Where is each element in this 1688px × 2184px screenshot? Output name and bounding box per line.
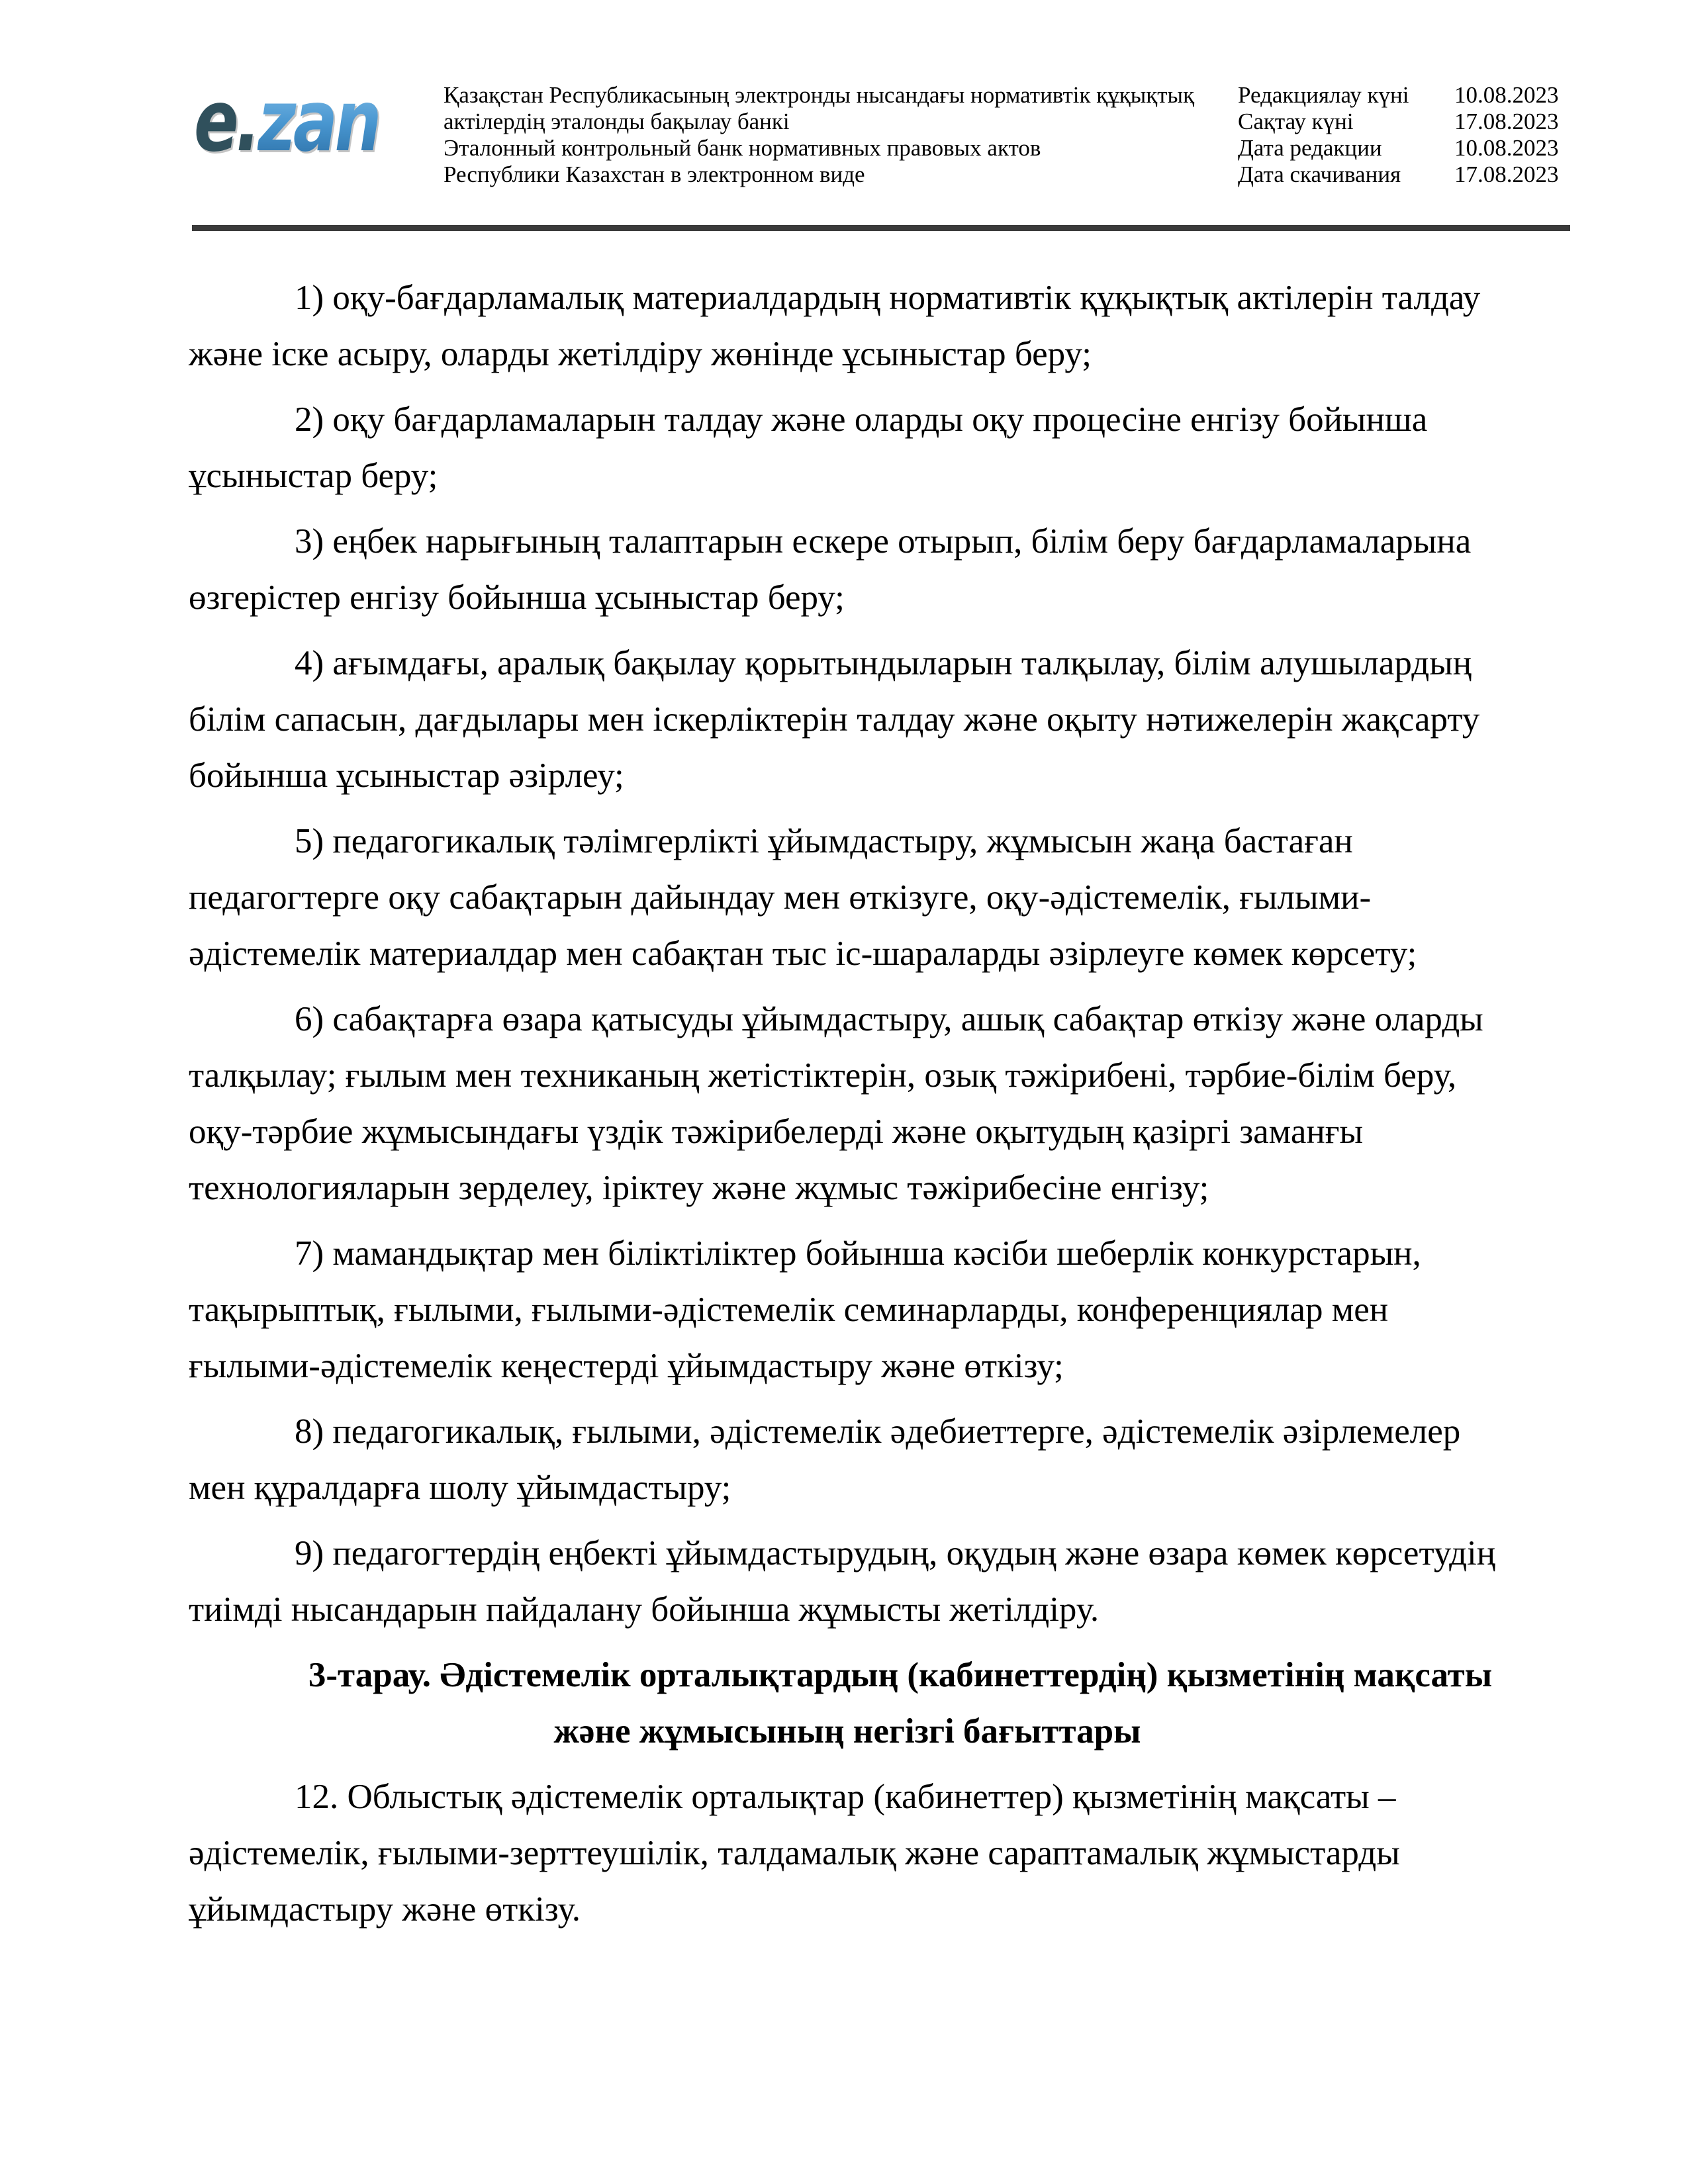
date-label: Дата редакции bbox=[1238, 135, 1382, 161]
dates-table bbox=[1238, 82, 1559, 188]
list-item-1: 1) оқу-бағдарламалық материалдардың нормативтік құқықтық актілерін талдау және іске асыру, оларды жетілдіру жөнінде ұсыныстар беру; bbox=[189, 279, 1481, 373]
chapter-heading: 3-тарау. Әдістемелік орталықтардың (кабинеттердің) қызметінің мақсаты және жұмысының негізгі бағыттары bbox=[308, 1656, 1493, 1751]
logo-text-primary: e. bbox=[194, 72, 258, 171]
list-item-2: 2) оқу бағдарламаларын талдау және оларды оқу процесіне енгізу бойынша ұсыныстар беру; bbox=[189, 400, 1428, 495]
date-value: 17.08.2023 bbox=[1454, 161, 1559, 187]
paragraph-12: 12. Облыстық әдістемелік орталықтар (кабинеттер) қызметінің мақсаты – әдістемелік, ғылыми-зерттеушілік, талдамалық және сараптамалық жұмыстарды ұйымдастыру және өткізу. bbox=[189, 1778, 1400, 1929]
list-item-6: 6) сабақтарға өзара қатысуды ұйымдастыру, ашық сабақтар өткізу және оларды талқылау; ғылым мен техниканың жетістіктерін, озық тәжірибені, тәрбие-білім беру, оқу-тәрбие жұмысындағы үздік тәжірибелерді және оқытудың қазіргі заманғы технологияларын зерделеу, іріктеу және жұмыс тәжірибесіне енгізу; bbox=[189, 1000, 1483, 1207]
bank-description-line: Республики Казахстан в электронном виде bbox=[444, 161, 865, 187]
date-value: 10.08.2023 bbox=[1454, 82, 1559, 108]
list-item-5: 5) педагогикалық тәлімгерлікті ұйымдастыру, жұмысын жаңа бастаған педагогтерге оқу сабақтарын дайындау мен өткізуге, оқу-әдістемелік, ғылыми-әдістемелік материалдар мен сабақтан тыс іс-шараларды әзірлеуге көмек көрсету; bbox=[189, 822, 1417, 973]
bank-description bbox=[444, 82, 1225, 188]
list-item-3: 3) еңбек нарығының талаптарын ескере отырып, білім беру бағдарламаларына өзгерістер енгізу бойынша ұсыныстар беру; bbox=[189, 522, 1472, 617]
bank-description-line: Эталонный контрольный банк нормативных правовых актов bbox=[444, 135, 1041, 161]
logo-text-secondary: zan bbox=[258, 72, 379, 171]
list-item-9: 9) педагогтердің еңбекті ұйымдастырудың, оқудың және өзара көмек көрсетудің тиімді нысандарын пайдалану бойынша жұмысты жетілдіру. bbox=[189, 1534, 1496, 1629]
bank-description-line: актілердің эталонды бақылау банкі bbox=[444, 109, 790, 134]
header-divider bbox=[192, 225, 1570, 231]
list-item-8: 8) педагогикалық, ғылыми, әдістемелік әдебиеттерге, әдістемелік әзірлемелер мен құралдарға шолу ұйымдастыру; bbox=[189, 1412, 1461, 1507]
document-body bbox=[189, 270, 1506, 1947]
date-label: Редакциялау күні bbox=[1238, 82, 1409, 108]
bank-description-line: Қазақстан Республикасының электронды нысандағы нормативтік құқықтық bbox=[444, 82, 1195, 108]
date-value: 17.08.2023 bbox=[1454, 109, 1559, 134]
date-value: 10.08.2023 bbox=[1454, 135, 1559, 161]
date-label: Сақтау күні bbox=[1238, 109, 1354, 134]
ezan-logo bbox=[194, 72, 379, 171]
list-item-4: 4) ағымдағы, аралық бақылау қорытындыларын талқылау, білім алушылардың білім сапасын, дағдылары мен іскерліктерін талдау және оқыту нәтижелерін жақсарту бойынша ұсыныстар әзірлеу; bbox=[189, 644, 1480, 795]
list-item-7: 7) мамандықтар мен біліктіліктер бойынша кәсіби шеберлік конкурстарын, тақырыптық, ғылыми, ғылыми-әдістемелік семинарларды, конференциялар мен ғылыми-әдістемелік кеңестерді ұйымдастыру және өткізу; bbox=[189, 1234, 1421, 1385]
date-label: Дата скачивания bbox=[1238, 161, 1401, 187]
